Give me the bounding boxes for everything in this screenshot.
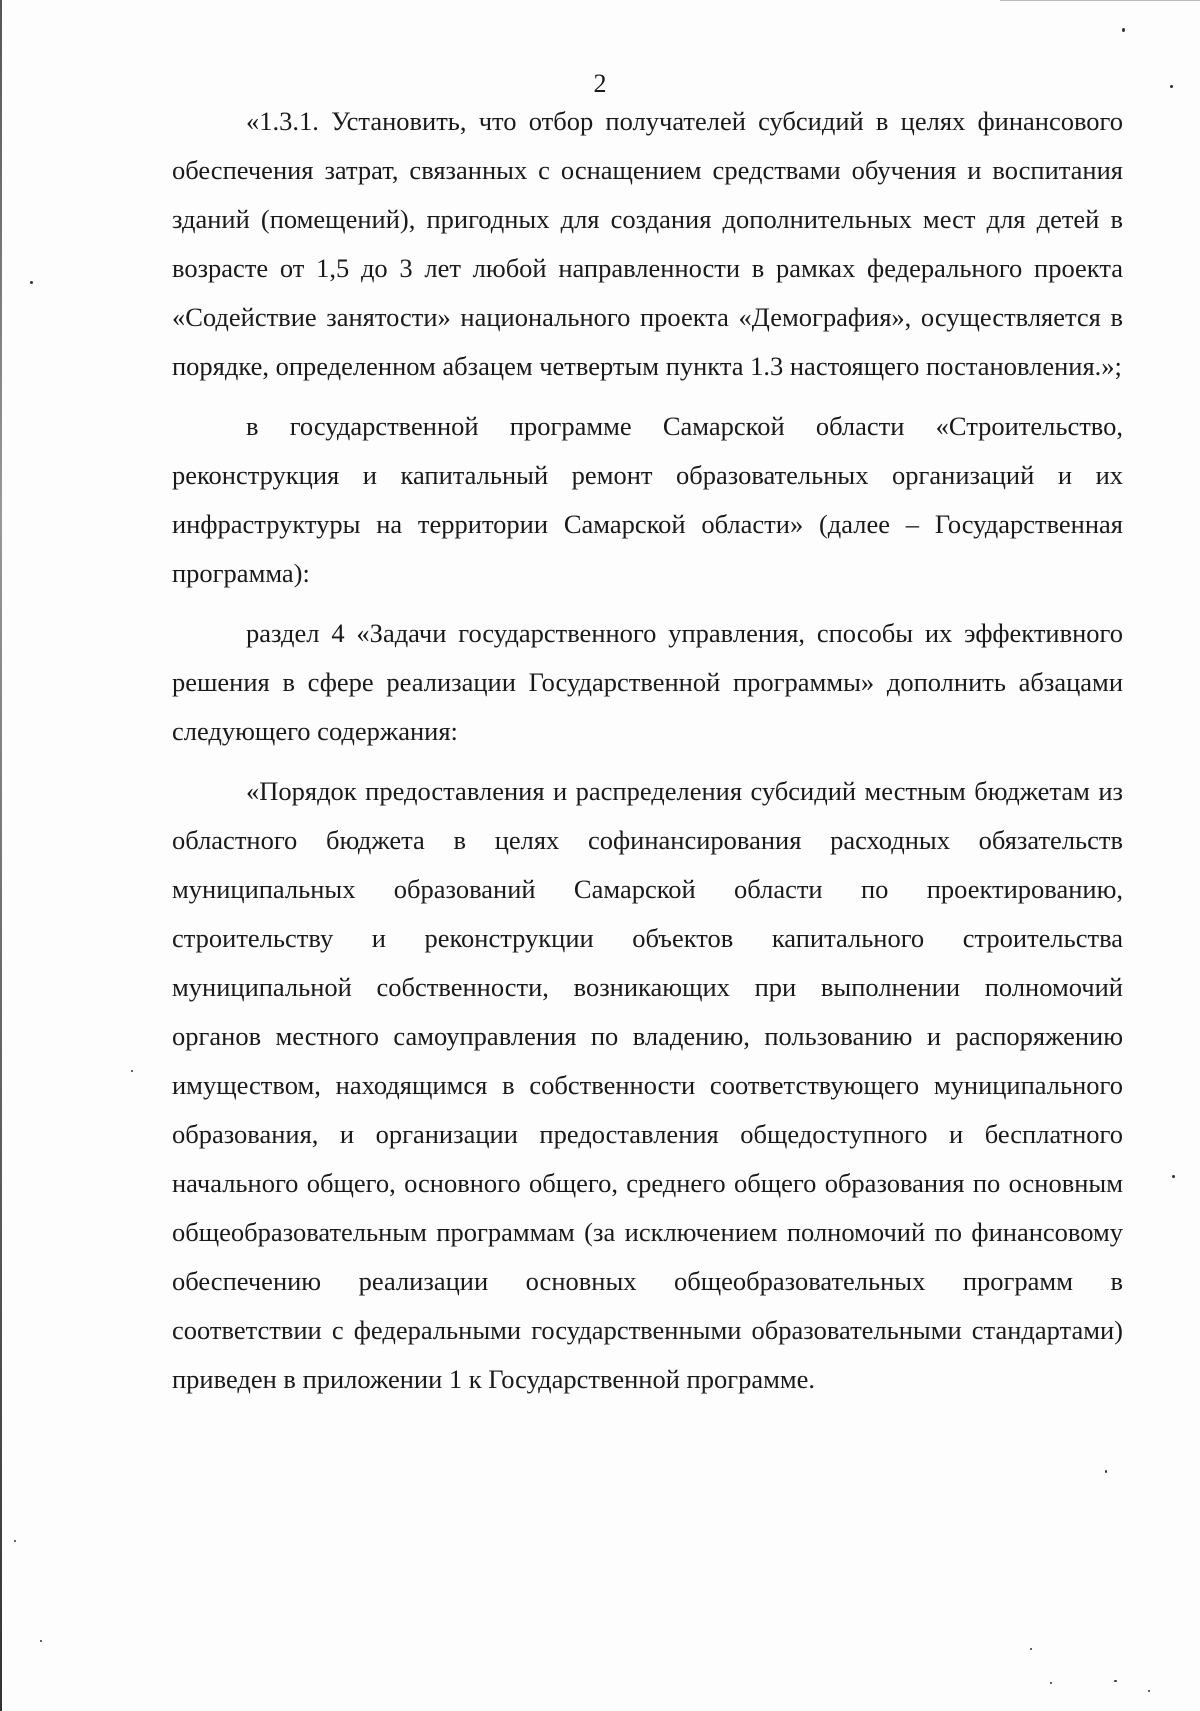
paragraph-subsidy-procedure: «Порядок предоставления и распределения субсидий местным бюджетам из областного бюджета в целях софинансирования расходных обязательств муниципальных образований Самарской области по проектированию, строительству и реконструкции объектов капитального строительства муниципальной собственности, возникающих при выполнении полномочий органов местного самоуправления по владению, пользованию и распоряжению имуществом, находящимся в собственности соответствующего муниципального образования, и организации предоставления общедоступного и бесплатного начального общего, основного общего, среднего общего образования по основным общеобразовательным программам (за исключением полномочий по финансовому обеспечению реализации основных общеобразовательных программ в соответствии с федеральными государственными образовательными стандартами) приведен в приложении 1 к Государственной программе. <box>172 776 1123 1394</box>
scan-speck <box>1030 1648 1032 1650</box>
paragraph-clause-1-3-1: «1.3.1. Установить, что отбор получателей субсидий в целях финансового обеспечения затрат, связанных с оснащением средствами обучения и воспитания зданий (помещений), пригодных для создания дополнительных мест для детей в возрасте от 1,5 до 3 лет любой направленности в рамках федерального проекта «Содействие занятости» национального проекта «Демография», осуществляется в порядке, определенном абзацем четвертым пункта 1.3 настоящего постановления.»; <box>172 106 1123 381</box>
scan-speck <box>14 1540 16 1542</box>
paragraph-section-4: раздел 4 «Задачи государственного управления, способы их эффективного решения в сфере реализации Государственной программы» дополнить абзацами следующего содержания: <box>172 618 1123 746</box>
scan-speck <box>131 1070 133 1072</box>
scan-speck <box>1170 85 1173 88</box>
scan-edge-top <box>1000 0 1200 1</box>
scan-speck <box>1050 1682 1052 1684</box>
scan-speck <box>1114 1680 1117 1682</box>
scan-speck <box>1105 1470 1107 1473</box>
scan-speck <box>1148 1690 1150 1692</box>
scan-speck <box>40 1640 42 1642</box>
scan-speck <box>1172 1175 1175 1178</box>
document-body <box>172 97 1123 1404</box>
scan-speck <box>1122 28 1125 32</box>
scan-edge-left <box>0 0 2 1711</box>
scan-speck <box>30 281 33 284</box>
paragraph-state-program: в государственной программе Самарской области «Строительство, реконструкция и капитальный ремонт образовательных организаций и их инфраструктуры на территории Самарской области» (далее – Государственная программа): <box>172 411 1123 588</box>
page-number: 2 <box>593 69 607 98</box>
